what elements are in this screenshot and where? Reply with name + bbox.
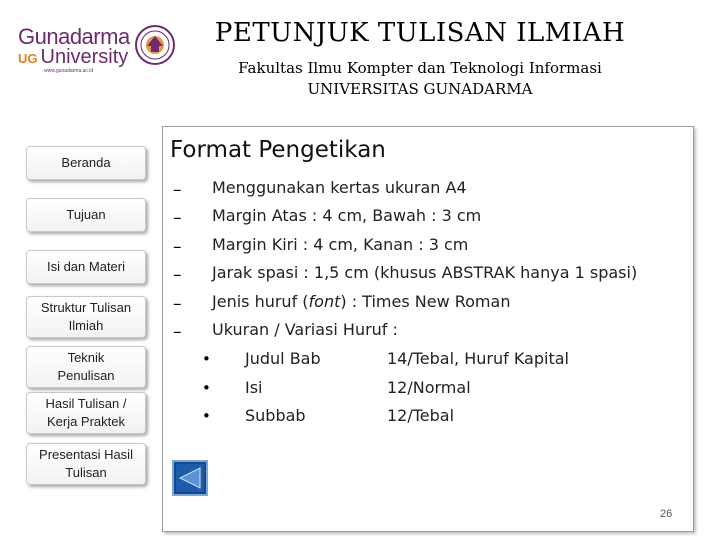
- list-item: Margin Atas : 4 cm, Bawah : 3 cm: [212, 206, 482, 225]
- sidebar-item-label: Presentasi Hasil Tulisan: [39, 447, 133, 480]
- back-button[interactable]: [172, 460, 208, 496]
- dash-marker: –: [173, 180, 182, 200]
- list-item-font: [212, 292, 510, 311]
- sidebar-item-tujuan[interactable]: [26, 198, 146, 232]
- bullet-marker: •: [202, 379, 211, 397]
- list-item: Margin Kiri : 4 cm, Kanan : 3 cm: [212, 235, 469, 254]
- dash-marker: –: [173, 294, 182, 314]
- logo-ug: UG: [18, 51, 38, 66]
- logo-university: University: [40, 46, 129, 68]
- page-subtitle: [190, 58, 650, 100]
- bullet-marker: •: [202, 407, 211, 425]
- logo-line1: Gunadarma: [18, 24, 130, 49]
- list-item: Menggunakan kertas ukuran A4: [212, 178, 467, 197]
- text-part: ) : Times New Roman: [340, 292, 511, 311]
- sidebar-item-beranda[interactable]: [26, 146, 146, 180]
- subitem-value: 12/Normal: [387, 378, 471, 397]
- page-number: 26: [660, 508, 673, 520]
- sidebar-item-hasil-tulisan[interactable]: [26, 392, 146, 434]
- subitem-value: 12/Tebal: [387, 406, 455, 425]
- content-title: Format Pengetikan: [170, 137, 386, 163]
- sidebar-item-teknik-penulisan[interactable]: [26, 346, 146, 388]
- text-part: Jenis huruf (: [212, 292, 309, 311]
- dash-marker: –: [173, 322, 182, 342]
- subtitle-university: UNIVERSITAS GUNADARMA: [307, 80, 533, 98]
- sidebar-item-label: Hasil Tulisan / Kerja Praktek: [45, 396, 127, 429]
- sidebar-item-struktur-tulisan-ilmiah[interactable]: [26, 296, 146, 338]
- subitem-label: Judul Bab: [245, 349, 321, 368]
- dash-marker: –: [173, 265, 182, 285]
- dash-marker: –: [173, 237, 182, 257]
- triangle-left-icon: [178, 466, 202, 490]
- list-item: Jarak spasi : 1,5 cm (khusus ABSTRAK hanya 1 spasi): [212, 263, 638, 282]
- university-seal-icon: [134, 24, 176, 66]
- sidebar-item-label: Isi dan Materi: [46, 259, 126, 274]
- subitem-label: Isi: [245, 378, 263, 397]
- bullet-marker: •: [202, 350, 211, 368]
- sidebar-item-presentasi-hasil-tulisan[interactable]: [26, 443, 146, 485]
- list-item: Ukuran / Variasi Huruf :: [212, 320, 398, 339]
- sidebar-item-label: Struktur Tulisan Ilmiah: [40, 300, 132, 333]
- subitem-label: Subbab: [245, 406, 306, 425]
- subitem-value: 14/Tebal, Huruf Kapital: [387, 349, 569, 368]
- sidebar-item-label: Teknik Penulisan: [57, 350, 115, 383]
- sidebar-item-label: Tujuan: [66, 207, 106, 222]
- subtitle-faculty: Fakultas Ilmu Kompter dan Teknologi Informasi: [238, 59, 602, 77]
- university-logo: [14, 22, 174, 78]
- sidebar-item-isi-dan-materi[interactable]: [26, 250, 146, 284]
- page-title: PETUNJUK TULISAN ILMIAH: [214, 18, 626, 48]
- logo-url: www.gunadarma.ac.id: [44, 68, 94, 74]
- logo-line2: [18, 46, 128, 69]
- text-part-italic: font: [308, 292, 341, 311]
- sidebar-item-label: Beranda: [61, 155, 111, 170]
- dash-marker: –: [173, 208, 182, 228]
